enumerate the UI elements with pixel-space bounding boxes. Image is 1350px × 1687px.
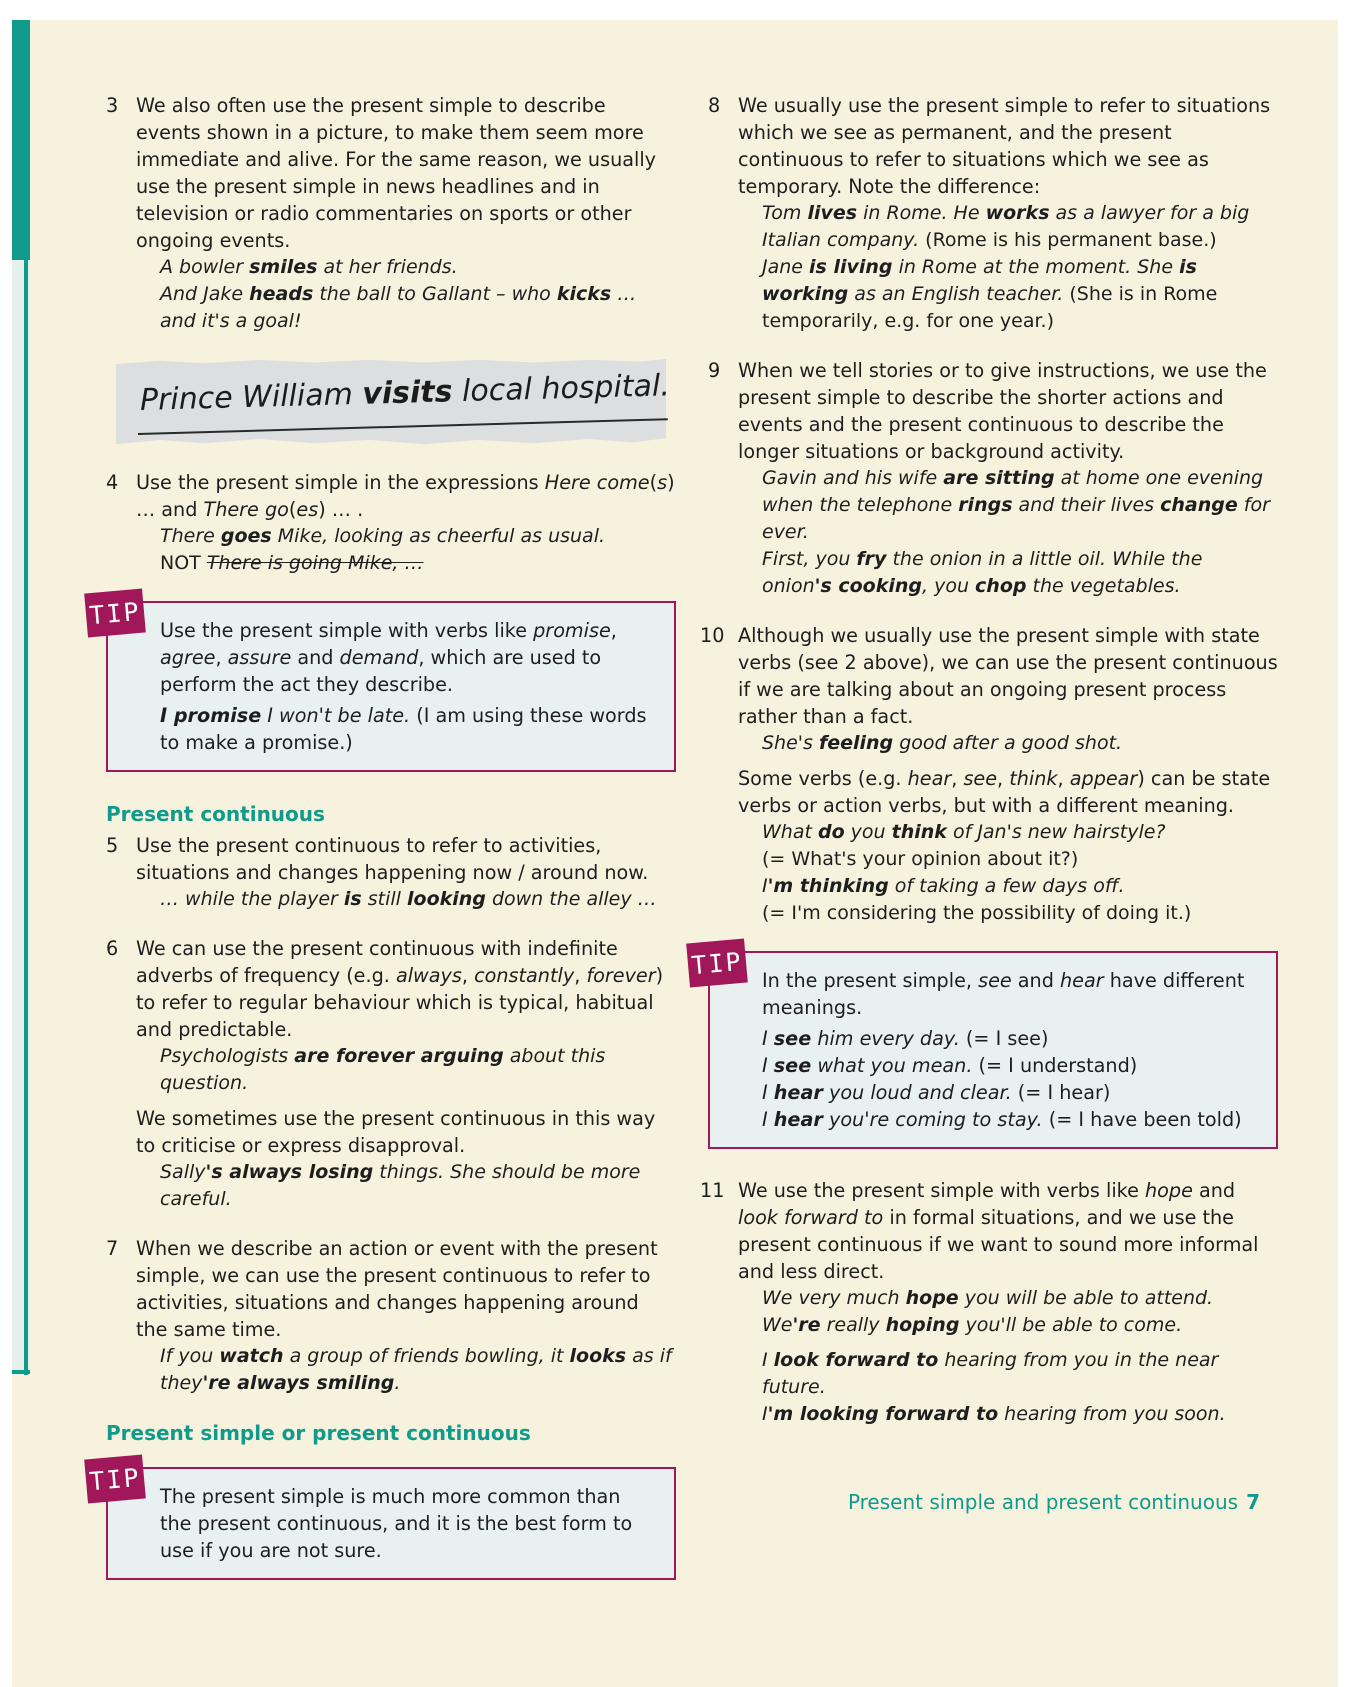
example: A bowler smiles at her friends. [160, 256, 458, 278]
tip-example: I see him every day. (= I see) [762, 1027, 1049, 1050]
headline-text: Prince William visits local hospital. [139, 368, 671, 418]
page-footer [840, 1490, 1260, 1514]
rule-text: Use the present simple in the expressions Here come(s) … and There go(es) … . [136, 471, 675, 521]
example: We're really hoping you'll be able to come. [762, 1314, 1183, 1336]
rule-number: 10 [700, 624, 725, 647]
example: Tom lives in Rome. He works as a lawyer for a big Italian company. (Rome is his permanent base.) [762, 202, 1250, 251]
tip-text: The present simple is much more common than the present continuous, and it is the best form to use if you are not sure. [160, 1485, 633, 1562]
rule-text: Although we usually use the present simple with state verbs (see 2 above), we can use the present continuous if we are talking about an ongoing present process rather than a fact. [738, 624, 1278, 728]
right-column [690, 92, 1278, 1428]
rule-8 [708, 92, 1278, 335]
example: I look forward to hearing from you in the near future. [762, 1349, 1219, 1398]
section-heading: Present simple or present continuous [106, 1421, 531, 1445]
rule-6 [106, 935, 676, 1213]
section-heading: Present continuous [106, 802, 325, 826]
rule-4 [106, 469, 676, 577]
rule-text: Use the present continuous to refer to activities, situations and changes happening now / around now. [136, 834, 649, 884]
example: Psychologists are forever arguing about this question. [160, 1045, 606, 1094]
rule-number: 9 [708, 359, 721, 382]
example-gloss: (= What's your opinion about it?) [762, 848, 1079, 870]
news-headline-clipping [106, 355, 676, 459]
left-column [88, 92, 676, 1580]
example: NOT There is going Mike, … [160, 552, 424, 574]
tip-box [88, 596, 676, 772]
tip-example: I see what you mean. (= I understand) [762, 1054, 1138, 1077]
tip-badge: TIP [84, 1455, 146, 1504]
rule-text: When we describe an action or event with the present simple, we can use the present continuous to refer to activities, situations and changes happening around the same time. [136, 1237, 658, 1341]
example: What do you think of Jan's new hairstyle? [762, 821, 1166, 843]
tip-example: I hear you're coming to stay. (= I have been told) [762, 1108, 1242, 1131]
rule-text: We also often use the present simple to describe events shown in a picture, to make them seem more immediate and alive. For the same reason, we usually use the present simple in news headlines and in television or radio commentaries on sports or other ongoing events. [136, 94, 657, 252]
example: We very much hope you will be able to attend. [762, 1287, 1214, 1309]
example: First, you fry the onion in a little oil. While the onion's cooking, you chop the vegetables. [762, 548, 1203, 597]
rule-7 [106, 1235, 676, 1397]
rule-text: When we tell stories or to give instructions, we use the present simple to describe the shorter actions and events and the present continuous to describe the longer situations or background activity. [738, 359, 1267, 463]
example-gloss: (= I'm considering the possibility of doing it.) [762, 902, 1192, 924]
chapter-tab-marker [12, 20, 30, 260]
rule-10 [700, 622, 1278, 927]
example: … while the player is still looking down the alley … [160, 888, 657, 910]
rule-11 [700, 1177, 1278, 1428]
example: If you watch a group of friends bowling, it looks as if they're always smiling. [160, 1345, 672, 1394]
tip-box [690, 946, 1278, 1149]
example: Sally's always losing things. She should be more careful. [160, 1161, 641, 1210]
tip-text: Use the present simple with verbs like promise, agree, assure and demand, which are used to perform the act they describe. [160, 619, 617, 696]
rule-number: 5 [106, 834, 119, 857]
tip-badge: TIP [686, 939, 748, 988]
rule-number: 7 [106, 1237, 119, 1260]
example: I'm thinking of taking a few days off. [762, 875, 1125, 897]
rule-number: 3 [106, 94, 119, 117]
chapter-tab-line [24, 260, 28, 1375]
tip-badge: TIP [84, 589, 146, 638]
rule-subtext: Some verbs (e.g. hear, see, think, appear) can be state verbs or action verbs, but with a different meaning. [738, 767, 1271, 817]
rule-3 [106, 92, 676, 335]
page-number: 7 [1246, 1490, 1260, 1514]
example: Gavin and his wife are sitting at home one evening when the telephone rings and their lives change for ever. [762, 467, 1270, 543]
chapter-title: Present simple and present continuous [847, 1490, 1239, 1514]
example: I'm looking forward to hearing from you soon. [762, 1403, 1226, 1425]
example: And Jake heads the ball to Gallant – who kicks … and it's a goal! [160, 283, 637, 332]
rule-subtext: We sometimes use the present continuous in this way to criticise or express disapproval. [136, 1107, 656, 1157]
rule-number: 6 [106, 937, 119, 960]
tip-text: In the present simple, see and hear have different meanings. [762, 969, 1245, 1019]
rule-number: 4 [106, 471, 119, 494]
example: Jane is living in Rome at the moment. She is working as an English teacher. (She is in Rome temporarily, e.g. for one year.) [762, 256, 1218, 332]
example: She's feeling good after a good shot. [762, 732, 1123, 754]
example: There goes Mike, looking as cheerful as usual. [160, 525, 606, 547]
rule-number: 8 [708, 94, 721, 117]
tip-box [88, 1462, 676, 1580]
rule-9 [708, 357, 1278, 600]
rule-5 [106, 832, 676, 913]
rule-number: 11 [700, 1179, 725, 1202]
chapter-tab-foot [12, 1370, 30, 1374]
rule-text: We usually use the present simple to refer to situations which we see as permanent, and the present continuous to refer to situations which we see as temporary. Note the difference: [738, 94, 1271, 198]
rule-text: We can use the present continuous with indefinite adverbs of frequency (e.g. always, constantly, forever) to refer to regular behaviour which is typical, habitual and predictable. [136, 937, 664, 1041]
tip-example: I hear you loud and clear. (= I hear) [762, 1081, 1111, 1104]
rule-text: We use the present simple with verbs like hope and look forward to in formal situations, and we use the present continuous if we want to sound more informal and less direct. [738, 1179, 1259, 1283]
tip-example: I promise I won't be late. (I am using these words to make a promise.) [160, 704, 647, 754]
